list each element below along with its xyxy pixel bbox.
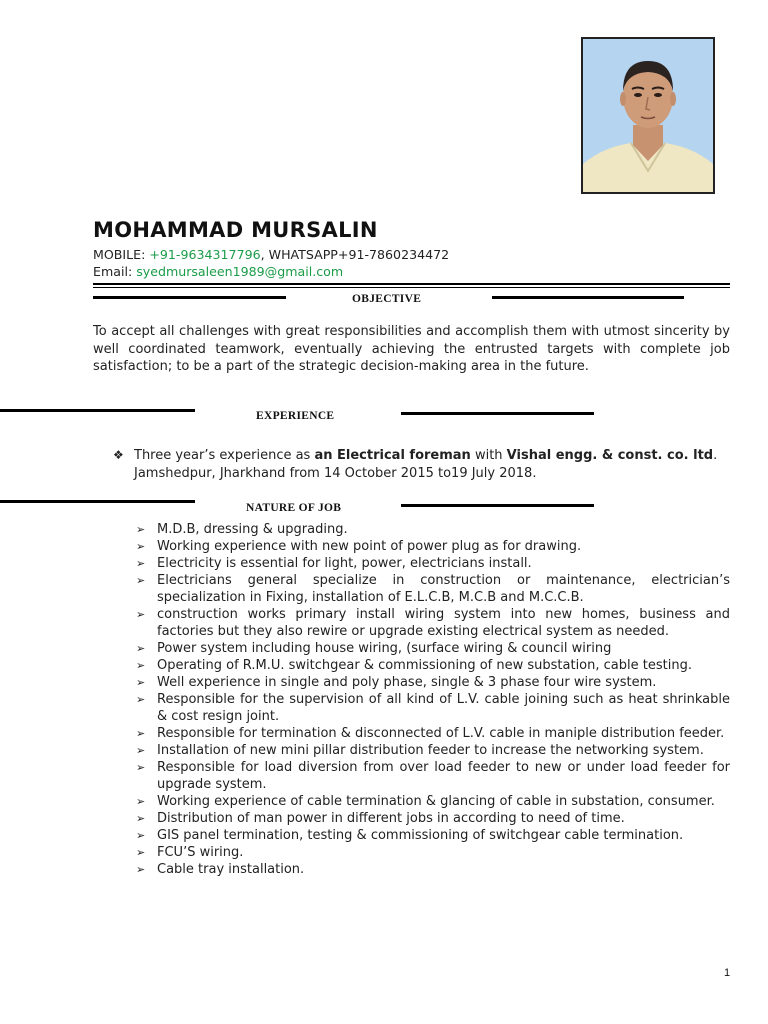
job-duty-text: construction works primary install wiring system into new homes, business and factories but they also rewire or upgrade existing electrical system as needed. [157,607,730,639]
objective-heading: OBJECTIVE [352,293,422,305]
job-duty-item [136,810,730,827]
arrow-bullet-icon: ➢ [136,523,146,536]
arrow-bullet-icon: ➢ [136,795,146,808]
email-label: Email: [93,264,137,279]
job-duty-item [136,742,730,759]
arrow-bullet-icon: ➢ [136,829,146,842]
experience-mid: with [470,448,507,463]
arrow-bullet-icon: ➢ [136,574,146,587]
mobile-number-link[interactable]: +91-9634317796 [149,247,261,262]
experience-rule-left [0,409,195,412]
arrow-bullet-icon: ➢ [136,557,146,570]
job-duty-item [136,606,730,640]
experience-company: Vishal engg. & const. co. ltd [506,448,714,463]
job-duty-item [136,691,730,725]
arrow-bullet-icon: ➢ [136,642,146,655]
arrow-bullet-icon: ➢ [136,693,146,706]
arrow-bullet-icon: ➢ [136,761,146,774]
job-duty-text: Well experience in single and poly phase, single & 3 phase four wire system. [157,675,657,690]
job-duty-text: Working experience of cable termination & glancing of cable in substation, consumer. [157,794,715,809]
job-duty-item [136,759,730,793]
job-duty-item [136,572,730,606]
page-number: 1 [724,967,731,979]
job-duty-item [136,844,730,861]
job-duty-item [136,521,730,538]
nature-of-job-heading: NATURE OF JOB [246,502,342,514]
job-duty-text: FCU’S wiring. [157,845,244,860]
job-duty-item [136,861,730,878]
arrow-bullet-icon: ➢ [136,744,146,757]
nature-rule-left [0,500,195,503]
experience-heading: EXPERIENCE [256,410,335,422]
email-line [93,264,343,279]
job-duty-text: Working experience with new point of power plug as for drawing. [157,539,582,554]
header-divider-bottom [93,287,730,288]
job-duty-text: Responsible for the supervision of all kind of L.V. cable joining such as heat shrinkable & cost resign joint. [157,692,730,724]
job-duty-text: Electricians general specialize in construction or maintenance, electrician’s specialization in Fixing, installation of E.L.C.B, M.C.B and M.C.C.B. [157,573,730,605]
job-duty-text: Cable tray installation. [157,862,305,877]
job-duty-text: Distribution of man power in different jobs in according to need of time. [157,811,625,826]
job-duty-text: Responsible for load diversion from over load feeder to new or under load feeder for upgrade system. [157,760,730,792]
job-duty-item [136,555,730,572]
job-duty-item [136,640,730,657]
whatsapp-number: , WHATSAPP+91-7860234472 [260,247,450,262]
job-duty-text: M.D.B, dressing & upgrading. [157,522,348,537]
candidate-name: MOHAMMAD MURSALIN [93,218,378,242]
experience-entry [113,447,730,482]
job-duty-text: Electricity is essential for light, power, electricians install. [157,556,532,571]
job-duty-text: GIS panel termination, testing & commissioning of switchgear cable termination. [157,828,684,843]
experience-role: an Electrical foreman [314,448,471,463]
arrow-bullet-icon: ➢ [136,659,146,672]
job-duty-item [136,793,730,810]
diamond-bullet-icon: ❖ [113,448,124,462]
job-duty-item [136,674,730,691]
arrow-bullet-icon: ➢ [136,727,146,740]
header-divider-top [93,283,730,285]
job-duty-text: Responsible for termination & disconnected of L.V. cable in maniple distribution feeder. [157,726,725,741]
arrow-bullet-icon: ➢ [136,608,146,621]
job-duty-item [136,725,730,742]
mobile-label: MOBILE: [93,247,150,262]
job-duty-text: Installation of new mini pillar distribution feeder to increase the networking system. [157,743,704,758]
job-duty-item [136,538,730,555]
mobile-line [93,247,449,262]
job-duty-item [136,827,730,844]
objective-rule-left [93,296,286,299]
job-duty-item [136,657,730,674]
email-link[interactable]: syedmursaleen1989@gmail.com [136,264,344,279]
arrow-bullet-icon: ➢ [136,846,146,859]
profile-photo [581,37,715,194]
experience-prefix: Three year’s experience as [134,448,315,463]
arrow-bullet-icon: ➢ [136,676,146,689]
objective-text: To accept all challenges with great responsibilities and accomplish them with utmost sincerity by well coordinated teamwork, eventually achieving the entrusted targets with complete job satisfaction; to be a part of the strategic decision-making area in the future. [93,324,730,374]
nature-rule-right [401,504,594,507]
job-duty-text: Power system including house wiring, (surface wiring & council wiring [157,641,612,656]
experience-text [134,447,730,482]
arrow-bullet-icon: ➢ [136,863,146,876]
job-duty-text: Operating of R.M.U. switchgear & commissioning of new substation, cable testing. [157,658,692,673]
arrow-bullet-icon: ➢ [136,540,146,553]
experience-suffix: . Jamshedpur, Jharkhand from 14 October 2015 to19 July 2018. [134,448,718,481]
nature-of-job-list [136,521,730,878]
experience-rule-right [401,412,594,415]
portrait-image [583,39,713,192]
arrow-bullet-icon: ➢ [136,812,146,825]
objective-rule-right [492,296,684,299]
